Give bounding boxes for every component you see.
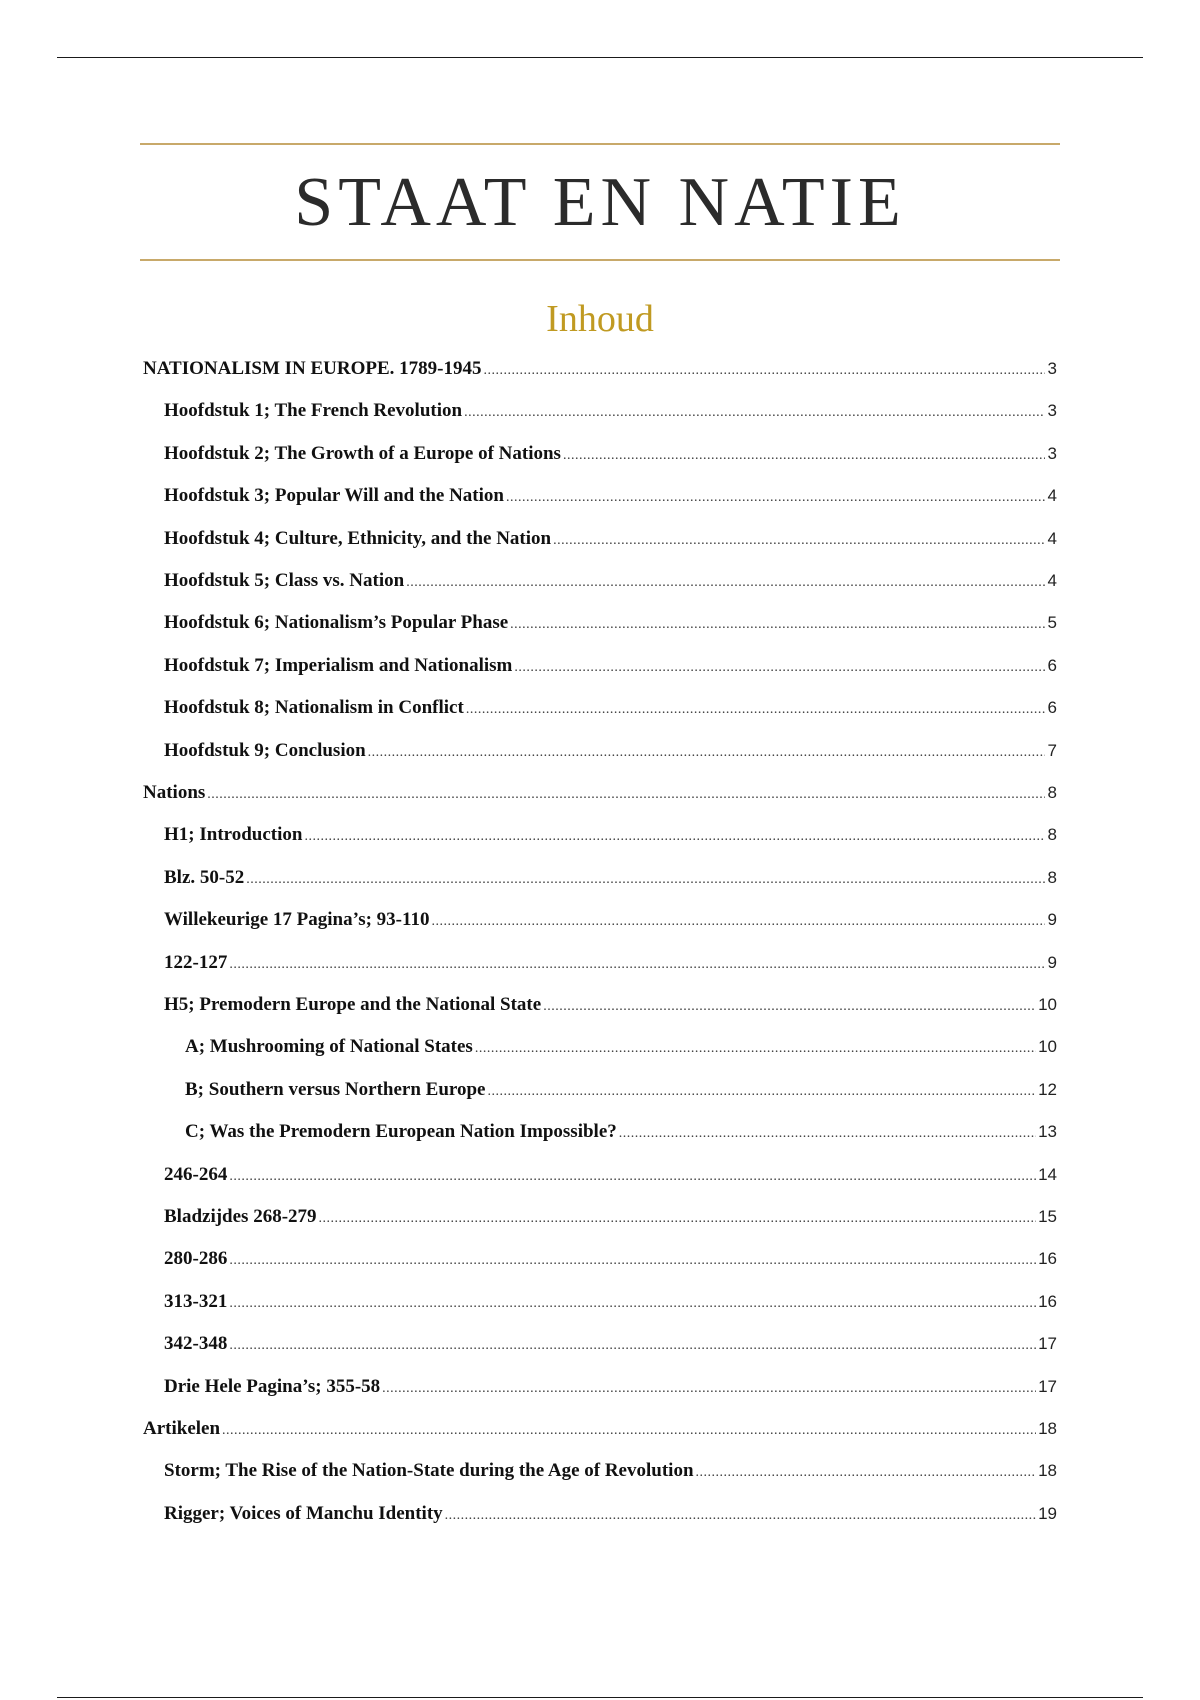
- toc-entry[interactable]: [143, 1246, 1057, 1272]
- toc-entry-page-number: 8: [1047, 867, 1057, 887]
- toc-entry-label: Willekeurige 17 Pagina’s; 93-110: [164, 909, 430, 931]
- page-bottom-rule: [57, 1697, 1143, 1698]
- toc-entry-page-number: 8: [1047, 825, 1057, 845]
- toc-dot-leader: [304, 824, 1045, 850]
- toc-dot-leader: [229, 952, 1045, 978]
- toc-dot-leader: [246, 867, 1045, 893]
- toc-entry-page-number: 17: [1038, 1334, 1057, 1354]
- toc-dot-leader: [431, 909, 1045, 935]
- toc-entry[interactable]: [143, 738, 1057, 764]
- toc-entry-page-number: 14: [1038, 1164, 1057, 1184]
- toc-entry-label: H5; Premodern Europe and the National State: [164, 994, 542, 1015]
- toc-entry-page-number: 18: [1038, 1461, 1057, 1481]
- toc-entry-label: 280-286: [164, 1248, 228, 1270]
- toc-dot-leader: [319, 1206, 1037, 1232]
- toc-entry-page-number: 15: [1038, 1207, 1057, 1226]
- toc-dot-leader: [229, 1291, 1036, 1317]
- toc-entry-label: Nations: [143, 782, 206, 803]
- toc-entry[interactable]: [143, 865, 1057, 891]
- toc-entry[interactable]: [143, 695, 1057, 721]
- toc-entry[interactable]: [143, 1416, 1057, 1442]
- toc-entry-page-number: 16: [1038, 1291, 1057, 1311]
- toc-entry-label: Drie Hele Pagina’s; 355-58: [164, 1375, 381, 1397]
- toc-dot-leader: [207, 782, 1045, 808]
- toc-dot-leader: [229, 1164, 1036, 1190]
- title-block: [140, 143, 1060, 261]
- toc-entry[interactable]: [143, 398, 1057, 424]
- toc-entry-page-number: 9: [1047, 910, 1057, 930]
- toc-entry-label: Bladzijdes 268-279: [164, 1206, 317, 1227]
- toc-entry[interactable]: [143, 441, 1057, 467]
- toc-entry[interactable]: [143, 907, 1057, 933]
- toc-entry-label: NATIONALISM IN EUROPE. 1789-1945: [143, 358, 482, 379]
- toc-entry-label: Hoofdstuk 9; Conclusion: [164, 739, 366, 761]
- page-top-rule: [57, 57, 1143, 58]
- toc-entry[interactable]: [143, 1034, 1057, 1060]
- toc-entry-page-number: 12: [1038, 1079, 1057, 1099]
- toc-dot-leader: [464, 400, 1045, 426]
- toc-entry[interactable]: [143, 1204, 1057, 1230]
- toc-dot-leader: [619, 1121, 1036, 1147]
- toc-entry-label: 342-348: [164, 1333, 228, 1355]
- toc-entry[interactable]: [143, 780, 1057, 806]
- toc-entry-page-number: 3: [1047, 443, 1057, 463]
- toc-entry[interactable]: [143, 1458, 1057, 1484]
- toc-heading: Inhoud: [546, 298, 654, 340]
- toc-dot-leader: [563, 443, 1045, 469]
- toc-dot-leader: [222, 1418, 1036, 1444]
- toc-entry-page-number: 6: [1047, 698, 1057, 718]
- toc-entry-page-number: 10: [1038, 995, 1057, 1014]
- toc-entry-label: Storm; The Rise of the Nation-State during the Age of Revolution: [164, 1460, 694, 1482]
- toc-entry[interactable]: [143, 610, 1057, 636]
- toc-entry-label: 246-264: [164, 1163, 228, 1185]
- toc-entry-page-number: 7: [1047, 740, 1057, 760]
- toc-dot-leader: [475, 1036, 1036, 1062]
- toc-entry-label: C; Was the Premodern European Nation Impossible?: [185, 1121, 617, 1143]
- toc-dot-leader: [506, 485, 1045, 511]
- toc-entry-page-number: 4: [1047, 571, 1057, 590]
- toc-entry-page-number: 3: [1047, 401, 1057, 421]
- toc-entry-label: Hoofdstuk 8; Nationalism in Conflict: [164, 697, 464, 719]
- toc-entry-page-number: 8: [1047, 783, 1057, 802]
- toc-entry[interactable]: [143, 526, 1057, 552]
- toc-entry-label: Hoofdstuk 4; Culture, Ethnicity, and the Nation: [164, 527, 552, 549]
- toc-entry[interactable]: [143, 1162, 1057, 1188]
- toc-entry-page-number: 13: [1038, 1122, 1057, 1142]
- toc-entry-label: Blz. 50-52: [164, 866, 245, 888]
- toc-entry[interactable]: [143, 483, 1057, 509]
- toc-dot-leader: [466, 697, 1045, 723]
- toc-entry[interactable]: [143, 992, 1057, 1018]
- toc-entry-label: Hoofdstuk 5; Class vs. Nation: [164, 570, 405, 591]
- toc-dot-leader: [229, 1333, 1036, 1359]
- toc-entry-page-number: 16: [1038, 1249, 1057, 1269]
- toc-entry-label: Hoofdstuk 3; Popular Will and the Nation: [164, 485, 504, 507]
- toc-dot-leader: [553, 528, 1045, 554]
- toc-dot-leader: [445, 1503, 1036, 1529]
- toc-entry-page-number: 19: [1038, 1503, 1057, 1523]
- toc-dot-leader: [696, 1460, 1037, 1486]
- toc-entry[interactable]: [143, 1077, 1057, 1103]
- toc-entry[interactable]: [143, 1501, 1057, 1527]
- toc-entry-page-number: 4: [1047, 528, 1057, 548]
- toc-entry-page-number: 10: [1038, 1037, 1057, 1057]
- toc-entry-page-number: 17: [1038, 1376, 1057, 1396]
- toc-entry-label: 313-321: [164, 1290, 228, 1312]
- toc-entry-label: 122-127: [164, 951, 228, 973]
- toc-dot-leader: [406, 570, 1045, 596]
- toc-entry-page-number: 3: [1047, 359, 1057, 378]
- toc-entry-page-number: 18: [1038, 1419, 1057, 1438]
- toc-dot-leader: [229, 1248, 1036, 1274]
- toc-entry-label: Rigger; Voices of Manchu Identity: [164, 1502, 443, 1524]
- toc-entry[interactable]: [143, 356, 1057, 382]
- toc-dot-leader: [488, 1079, 1037, 1105]
- toc-dot-leader: [368, 740, 1045, 766]
- toc-entry-page-number: 6: [1047, 655, 1057, 675]
- toc-entry-label: Hoofdstuk 6; Nationalism’s Popular Phase: [164, 612, 509, 634]
- toc-entry-label: B; Southern versus Northern Europe: [185, 1078, 486, 1100]
- toc-entry[interactable]: [143, 1289, 1057, 1315]
- toc-dot-leader: [484, 358, 1045, 384]
- toc-entry-label: Hoofdstuk 7; Imperialism and Nationalism: [164, 654, 513, 676]
- toc-entry-label: Artikelen: [143, 1418, 221, 1439]
- toc-entry-page-number: 4: [1047, 486, 1057, 506]
- toc-entry-label: H1; Introduction: [164, 824, 303, 846]
- toc-entry-page-number: 9: [1047, 952, 1057, 972]
- toc-entry[interactable]: [143, 568, 1057, 594]
- toc-entry[interactable]: [143, 1374, 1057, 1400]
- document-title: STAAT EN NATIE: [294, 164, 906, 241]
- toc-dot-leader: [382, 1376, 1036, 1402]
- toc-dot-leader: [543, 994, 1036, 1020]
- toc-dot-leader: [514, 655, 1045, 681]
- toc-entry[interactable]: [143, 1119, 1057, 1145]
- toc-entry-label: Hoofdstuk 1; The French Revolution: [164, 400, 463, 422]
- toc-dot-leader: [510, 612, 1045, 638]
- toc-entry[interactable]: [143, 1331, 1057, 1357]
- toc-entry[interactable]: [143, 653, 1057, 679]
- toc-entry-page-number: 5: [1047, 613, 1057, 633]
- toc-entry-label: Hoofdstuk 2; The Growth of a Europe of Nations: [164, 442, 561, 464]
- toc-entry[interactable]: [143, 822, 1057, 848]
- toc-entry[interactable]: [143, 950, 1057, 976]
- toc-entry-label: A; Mushrooming of National States: [185, 1036, 473, 1058]
